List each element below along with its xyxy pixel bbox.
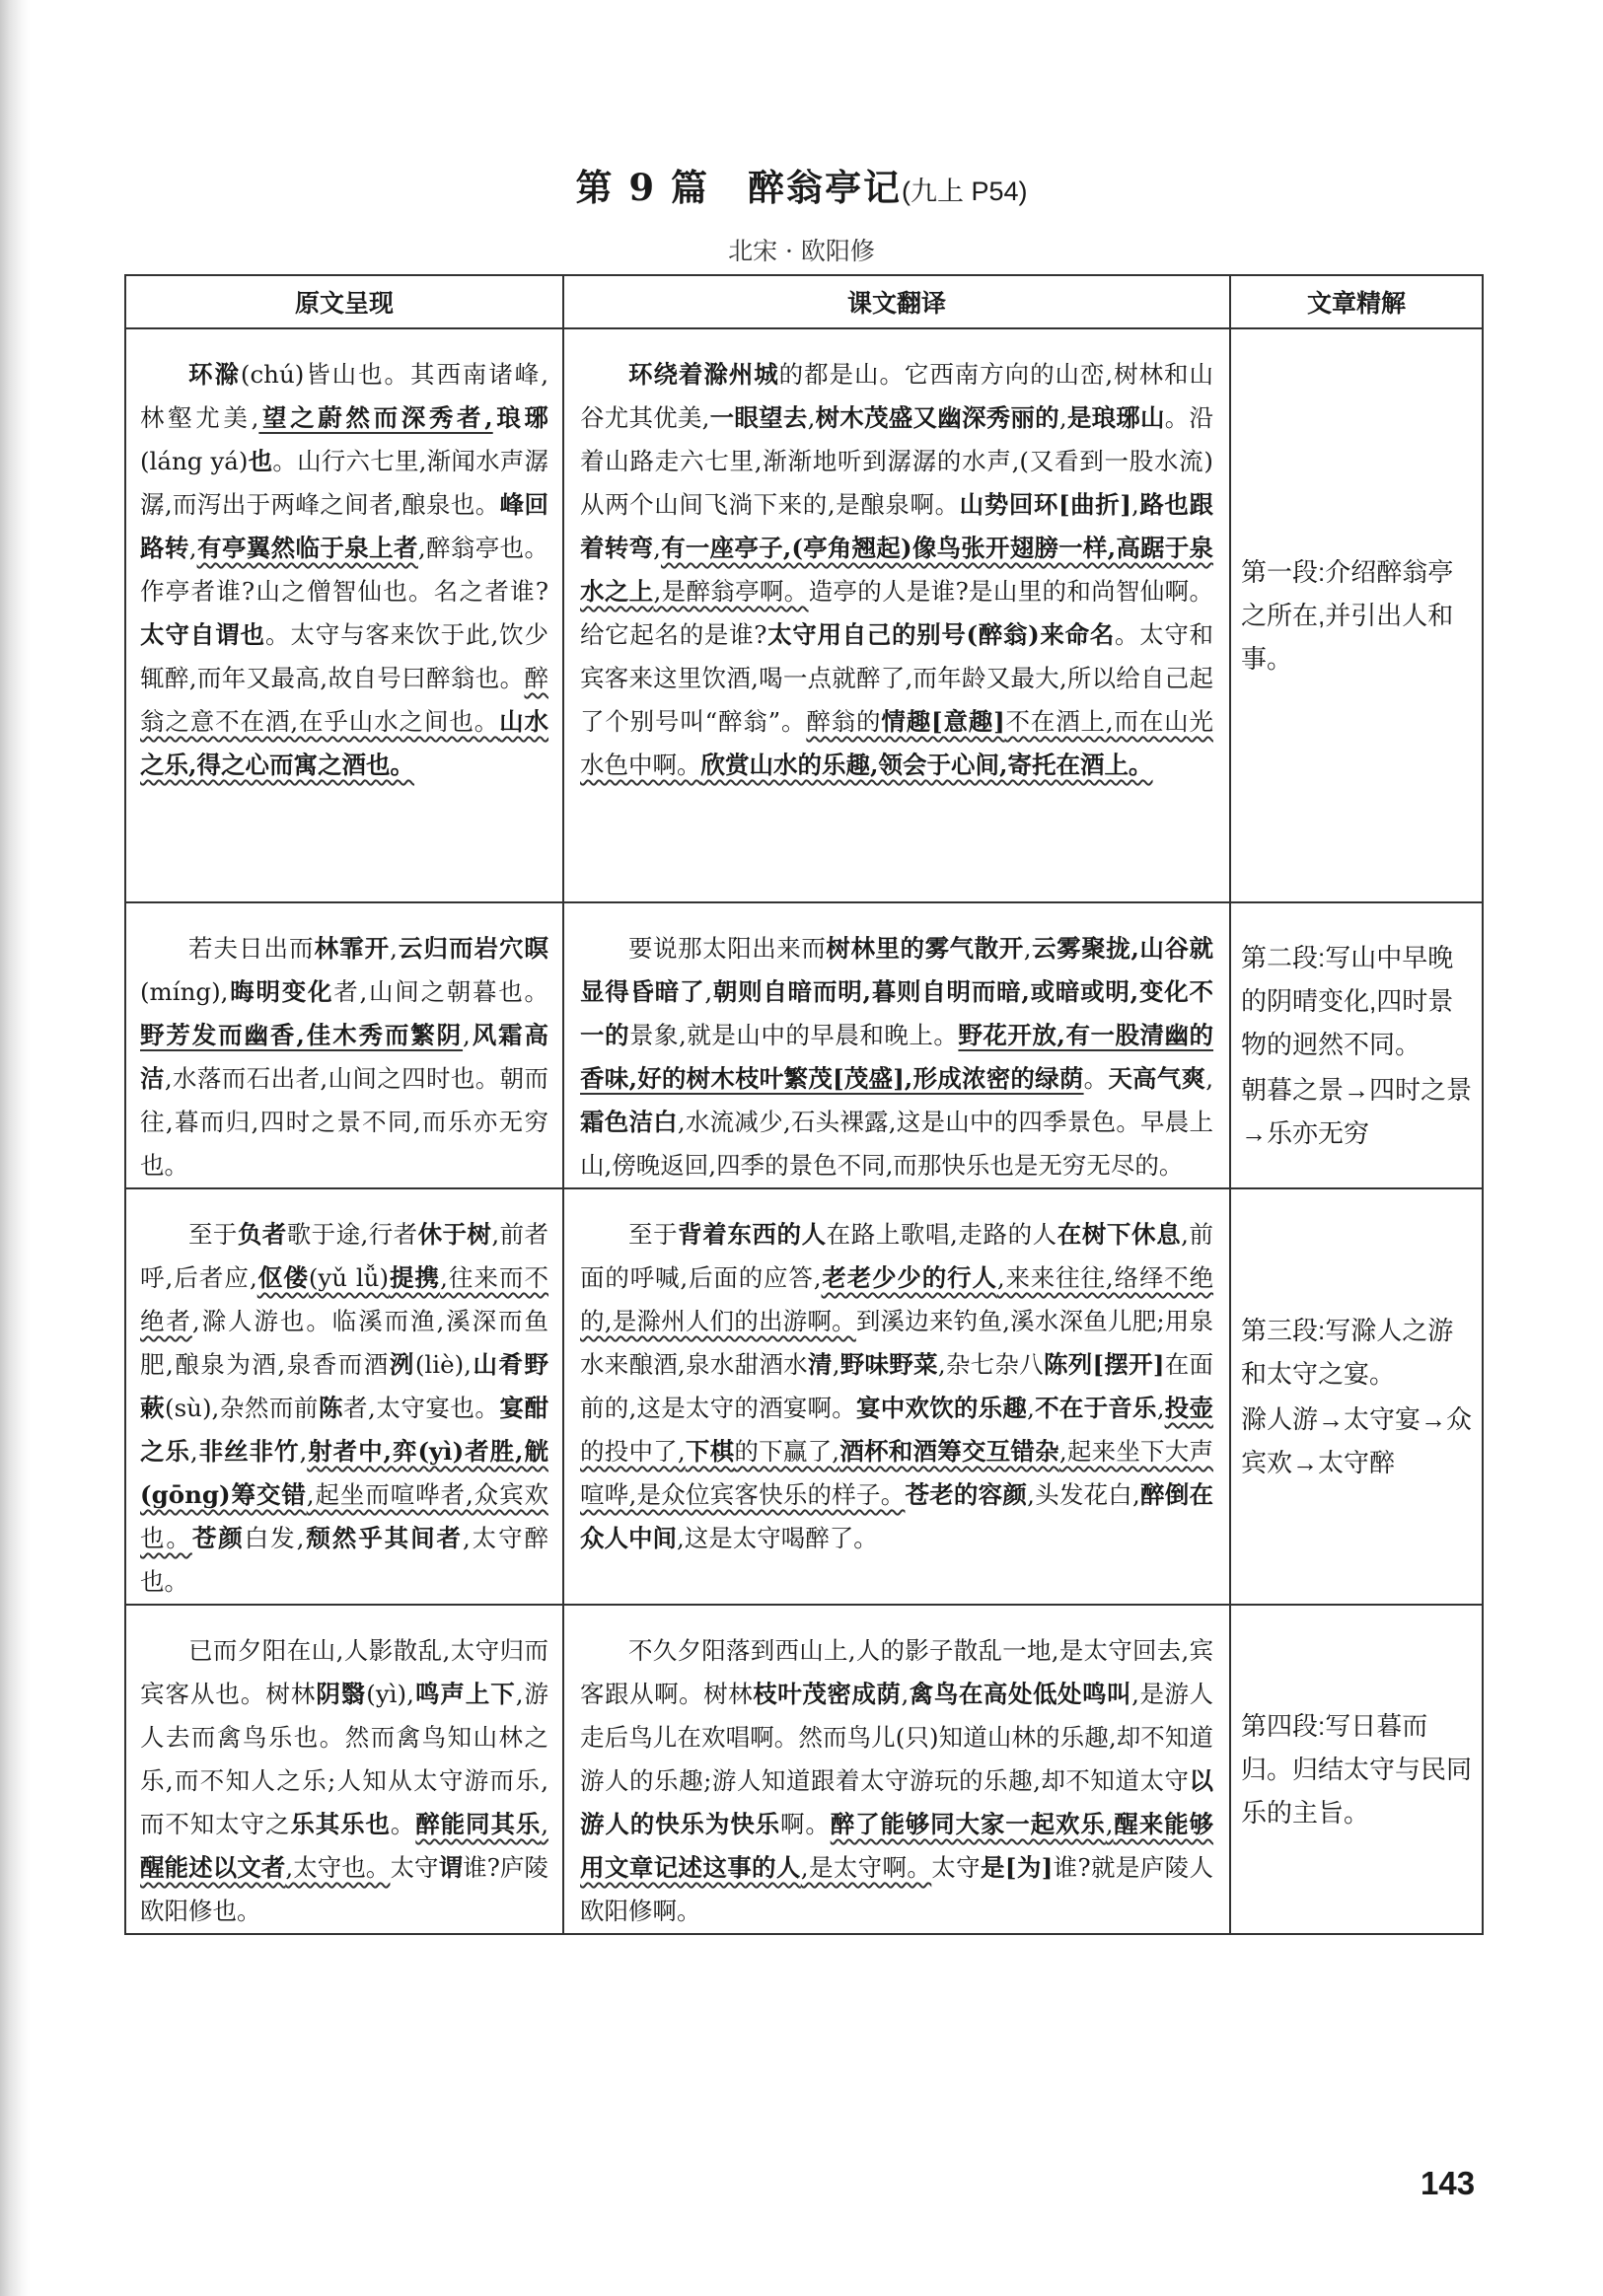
text-segment: 环滁 (188, 360, 241, 389)
text-segment: 太守 (931, 1853, 982, 1882)
text-segment: ,起来坐下大声喧哗,是众位宾客快乐的样子。 (580, 1437, 1214, 1509)
text-segment: ,水落而石出者,山间之四时也。朝而往,暮而归,四时之景不同,而乐亦无穷也。 (140, 1064, 549, 1180)
text-segment: 颓然乎其间者 (304, 1524, 463, 1552)
table-row (125, 1188, 1483, 1605)
text-segment: 野花开放,有一股清幽的香味,好的树木枝叶繁茂[茂盛],形成浓密的绿荫 (580, 1021, 1214, 1093)
text-segment: ,是游人走后鸟儿在欢唱啊。然而鸟儿(只)知道山林的乐趣,却不知道游人的乐趣;游人知道跟着太守游玩的乐趣,却不知道太守 (580, 1680, 1214, 1795)
text-segment: 要说那太阳出来而 (628, 934, 827, 963)
column-header-original: 原文呈现 (125, 275, 563, 328)
translation-paragraph (580, 353, 1213, 787)
text-segment: 情趣[意趣] (881, 707, 1005, 736)
text-segment: , (901, 1680, 910, 1708)
text-segment: 野味野菜 (839, 1350, 938, 1379)
text-segment: 下棋 (685, 1437, 735, 1466)
original-text-cell (125, 328, 563, 902)
text-segment: 谁?庐陵欧阳修也。 (140, 1853, 548, 1925)
text-segment: 云归而岩穴暝 (397, 934, 549, 963)
text-segment: 也 (248, 447, 273, 475)
text-segment: 醉能同其乐 (415, 1810, 542, 1838)
text-segment: , (299, 1437, 308, 1466)
text-segment: 一眼望去 (709, 403, 808, 432)
text-segment: 酒杯和酒筹交互错杂 (839, 1437, 1059, 1466)
title-reference: (九上 P54) (901, 177, 1028, 206)
text-segment: 。山行六七里,渐闻水声潺潺,而泻出于两峰之间者,酿泉也。 (140, 447, 548, 519)
text-segment: 天高气爽 (1108, 1064, 1206, 1093)
text-segment: 至于 (628, 1220, 679, 1249)
text-segment: 不久夕阳落到西山上,人的影子散乱一地,是太守回去,宾客跟从啊。树林 (580, 1636, 1213, 1708)
original-paragraph (140, 1629, 548, 1933)
text-segment: 山肴野蔌 (140, 1350, 549, 1422)
text-segment: ,来来往往,络绎不绝的,是滁州人们的出游啊。 (580, 1263, 1214, 1335)
table-row (125, 902, 1483, 1188)
text-segment: 禽鸟在高处低处鸣叫 (909, 1680, 1132, 1708)
text-segment: 醉倒在众人中间 (580, 1480, 1214, 1552)
text-segment: 的都是山。它西南方向的山峦,树林和山谷尤其优美, (580, 360, 1213, 432)
text-segment: 欣赏山水的乐趣,领会于心间,寄托在酒上。 (700, 751, 1153, 779)
analysis-cell (1230, 1605, 1483, 1934)
text-segment: 啊。 (779, 1810, 831, 1838)
translation-paragraph (580, 1213, 1213, 1560)
text-segment: 谓 (438, 1853, 464, 1882)
text-segment: ,这是太守喝醉了。 (677, 1524, 878, 1552)
text-segment: 苍颜 (191, 1524, 245, 1552)
analysis-flow: 朝暮之景→四时之景→乐亦无穷 (1241, 1075, 1473, 1148)
text-segment: 造亭的人是谁?是山里的和尚智仙啊。给它起名的是谁? (580, 577, 1213, 649)
text-segment: 朝则自暗而明,暮则自明而暗,或暗或明,变化不一的 (580, 977, 1214, 1049)
text-segment: ,前者呼,后者应, (140, 1220, 549, 1292)
text-segment: 的投中了, (580, 1437, 686, 1466)
text-segment: , (807, 403, 816, 432)
text-segment: 到溪边来钓鱼,溪水深鱼儿肥;用泉水来酿酒,泉水甜酒水 (580, 1307, 1213, 1379)
column-header-analysis: 文章精解 (1230, 275, 1483, 328)
text-segment: (sù),杂然而前 (165, 1394, 319, 1422)
text-segment: 宴中欢饮的乐趣 (856, 1394, 1028, 1422)
text-segment: 是[为] (981, 1853, 1054, 1882)
text-segment: 景象,就是山中的早晨和晚上。 (629, 1021, 959, 1049)
text-segment: , (1058, 403, 1067, 432)
text-segment: 野芳发而幽香,佳木秀而繁阴 (140, 1021, 464, 1049)
text-segment: 清 (807, 1350, 833, 1379)
text-segment: , (1105, 1810, 1114, 1838)
text-segment: 白发, (244, 1524, 305, 1552)
table-header-row (125, 275, 1483, 328)
text-segment: 云雾聚拢,山谷就显得昏暗了 (580, 934, 1213, 1006)
text-segment: ,往来而不绝者 (140, 1263, 549, 1335)
text-segment: 晦明变化 (228, 977, 334, 1006)
text-segment: 。太守与客来饮于此,饮少辄醉,而年又最高,故自号曰醉翁也。 (140, 620, 549, 692)
text-segment: 者,山间之朝暮也。 (333, 977, 548, 1006)
page-title (0, 158, 1603, 211)
analysis-cell (1230, 328, 1483, 902)
text-segment: ,太守醉也。 (140, 1524, 549, 1596)
text-segment: 树木茂盛又幽深秀丽的 (815, 403, 1059, 432)
text-segment: 者,太守宴也。 (342, 1394, 500, 1422)
text-segment: ,是太守啊。 (800, 1853, 932, 1882)
analysis-cell (1230, 1188, 1483, 1605)
text-segment: , (189, 1437, 198, 1466)
text-segment: 阴翳 (316, 1680, 367, 1708)
text-segment: 。太守和宾客来这里饮酒,喝一点就醉了,而年龄又最大,所以给自己起了个别号叫“醉翁”。 (580, 620, 1214, 736)
text-segment: 路也跟着转弯 (580, 490, 1213, 562)
text-segment: ,醉翁亭也。作亭者谁?山之僧智仙也。名之者谁? (140, 534, 549, 606)
text-segment: 峰回路转 (140, 490, 549, 562)
text-segment: 陈 (318, 1394, 343, 1422)
text-segment: 负者 (237, 1220, 287, 1249)
text-segment: (yì), (366, 1680, 414, 1708)
text-segment: 风霜高洁 (140, 1021, 549, 1093)
text-segment: 鸣声上下 (413, 1680, 516, 1708)
text-segment: ,是醉翁亭啊。 (653, 577, 809, 606)
text-segment: 。 (390, 1810, 416, 1838)
text-segment: (chú)皆山也。其西南诸峰,林壑尤美, (140, 360, 549, 432)
text-segment: 苍老的容颜 (905, 1480, 1028, 1509)
text-segment: 树林里的雾气散开 (826, 934, 1024, 963)
text-segment: 陈列[摆开] (1043, 1350, 1165, 1379)
text-segment: , (541, 1810, 549, 1838)
text-segment: 有一座亭子,(亭角翘起)像鸟张开翅膀一样,高踞于泉水之上 (580, 534, 1214, 606)
original-paragraph (140, 927, 548, 1187)
text-segment: , (390, 934, 398, 963)
text-segment: (láng yá) (140, 447, 249, 475)
text-segment: , (220, 977, 229, 1006)
analysis-cell (1230, 902, 1483, 1188)
text-segment: (míng) (140, 977, 221, 1006)
text-segment: (liè), (414, 1350, 472, 1379)
text-segment: 的下赢了, (734, 1437, 840, 1466)
text-segment: 醒能述以文者 (140, 1853, 286, 1882)
text-segment: 老老少少的行人 (821, 1263, 997, 1292)
analysis-note: 第二段:写山中早晚的阴晴变化,四时景物的迥然不同。 (1241, 943, 1454, 1059)
original-text-cell (125, 902, 563, 1188)
text-segment: , (188, 534, 197, 562)
text-segment: ,头发花白, (1027, 1480, 1140, 1509)
text-segment: 太守 (390, 1853, 439, 1882)
text-segment: 背着东西的人 (678, 1220, 827, 1249)
text-segment: 山势回环[曲折] (959, 490, 1131, 519)
text-segment: 有亭翼然临于泉上者 (196, 534, 418, 562)
text-segment: 在路上歌唱,走路的人 (826, 1220, 1057, 1249)
text-segment: 不在酒上,而在山光水色中啊。 (580, 707, 1213, 779)
analysis-flow: 滁人游→太守宴→众宾欢→太守醉 (1241, 1404, 1473, 1477)
translation-cell (563, 1188, 1230, 1605)
annotation-table (124, 274, 1484, 1935)
text-segment: 伛偻 (256, 1263, 309, 1292)
text-segment: 枝叶茂密成荫 (753, 1680, 902, 1708)
text-segment: 。沿着山路走六七里,渐渐地听到潺潺的水声,(又看到一股水流)从两个山间飞淌下来的,是酿泉啊。 (580, 403, 1214, 519)
text-segment: 非丝非竹 (197, 1437, 300, 1466)
text-segment: 太守自谓也 (140, 620, 265, 649)
text-segment: 不在于音乐 (1034, 1394, 1157, 1422)
table-row (125, 328, 1483, 902)
text-segment: , (463, 1021, 471, 1049)
table-row (125, 1605, 1483, 1934)
translation-cell (563, 902, 1230, 1188)
text-segment: , (1156, 1394, 1165, 1422)
text-segment: , (1205, 1064, 1214, 1093)
text-segment: 在面前的,这是太守的酒宴啊。 (580, 1350, 1213, 1422)
text-segment: 琅琊 (492, 403, 549, 432)
original-text-cell (125, 1605, 563, 1934)
text-segment: 已而夕阳在山,人影散乱,太守归而宾客从也。树林 (140, 1636, 548, 1708)
text-segment: 环绕着滁州城 (628, 360, 779, 389)
text-segment: 林霏开 (314, 934, 391, 963)
text-segment: , (1023, 934, 1032, 963)
text-segment: , (704, 977, 713, 1006)
text-segment: 投壶 (1164, 1394, 1214, 1422)
text-segment: 山水之乐,得之心而寓之酒也。 (140, 707, 548, 779)
text-segment: 谁?就是庐陵人欧阳修啊。 (580, 1853, 1213, 1925)
text-segment: 提携 (389, 1263, 441, 1292)
original-paragraph (140, 353, 548, 787)
text-segment: 望之蔚然而深秀者, (258, 403, 493, 432)
text-segment: ,水流减少,石头裸露,这是山中的四季景色。早晨上山,傍晚返回,四季的景色不同,而那快乐也是无穷无尽的。 (580, 1108, 1214, 1180)
translation-paragraph (580, 1629, 1213, 1933)
text-segment: 太守用自己的别号(醉翁)来命名 (766, 620, 1115, 649)
text-segment: 若夫日出而 (188, 934, 315, 963)
text-segment: 歌于途,行者 (286, 1220, 418, 1249)
text-segment: 醉翁的 (806, 707, 882, 736)
text-segment: 休于树 (417, 1220, 492, 1249)
text-segment: 射者中,弈(yì)者胜,觥(gōng)筹交错 (140, 1437, 549, 1509)
text-segment: , (832, 1350, 840, 1379)
text-segment: , (1130, 490, 1139, 519)
text-segment: 醉翁之意不在酒,在乎山水之间也。 (140, 664, 548, 736)
analysis-note: 第四段:写日暮而归。归结太守与民同乐的主旨。 (1241, 1711, 1473, 1828)
page-number: 143 (1421, 2165, 1476, 2201)
original-paragraph (140, 1213, 548, 1604)
text-segment: 宴酣之乐 (140, 1394, 548, 1466)
title-text: 第 9 篇 醉翁亭记 (575, 166, 902, 209)
analysis-note: 第三段:写滁人之游和太守之宴。 (1241, 1316, 1454, 1389)
text-segment: 是琅琊山 (1066, 403, 1165, 432)
text-segment: 乐其乐也 (290, 1810, 391, 1838)
text-segment: 洌 (389, 1350, 415, 1379)
text-segment: 以游人的快乐为快乐 (580, 1766, 1213, 1838)
text-segment: 。 (1083, 1064, 1109, 1093)
binding-shadow (0, 0, 30, 2296)
text-segment: 至于 (188, 1220, 238, 1249)
text-segment: ,前面的呼喊,后面的应答, (580, 1220, 1214, 1292)
text-segment: , (653, 534, 661, 562)
text-segment: ,太守也。 (285, 1853, 391, 1882)
translation-cell (563, 328, 1230, 902)
original-text-cell (125, 1188, 563, 1605)
text-segment: 醒来能够用文章记述这事的人 (580, 1810, 1214, 1882)
text-segment: , (1027, 1394, 1035, 1422)
text-segment: ,游人去而禽鸟乐也。然而禽鸟知山林之乐,而不知人之乐;人知从太守游而乐,而不知太守之 (140, 1680, 549, 1838)
text-segment: ,起坐而喧哗者,众宾欢也。 (140, 1480, 548, 1552)
translation-paragraph (580, 927, 1213, 1187)
author-line: 北宋 · 欧阳修 (728, 237, 875, 265)
text-segment: ,滁人游也。临溪而渔,溪深而鱼肥,酿泉为酒,泉香而酒 (140, 1307, 549, 1379)
text-segment: 霜色洁白 (580, 1108, 678, 1136)
text-segment: 醉了能够同大家一起欢乐 (830, 1810, 1106, 1838)
analysis-note: 第一段:介绍醉翁亭之所在,并引出人和事。 (1241, 557, 1454, 674)
column-header-translation: 课文翻译 (563, 275, 1230, 328)
text-segment: 在树下休息 (1057, 1220, 1182, 1249)
text-segment: (yǔ lǚ) (308, 1263, 389, 1292)
translation-cell (563, 1605, 1230, 1934)
text-segment: ,杂七杂八 (937, 1350, 1044, 1379)
